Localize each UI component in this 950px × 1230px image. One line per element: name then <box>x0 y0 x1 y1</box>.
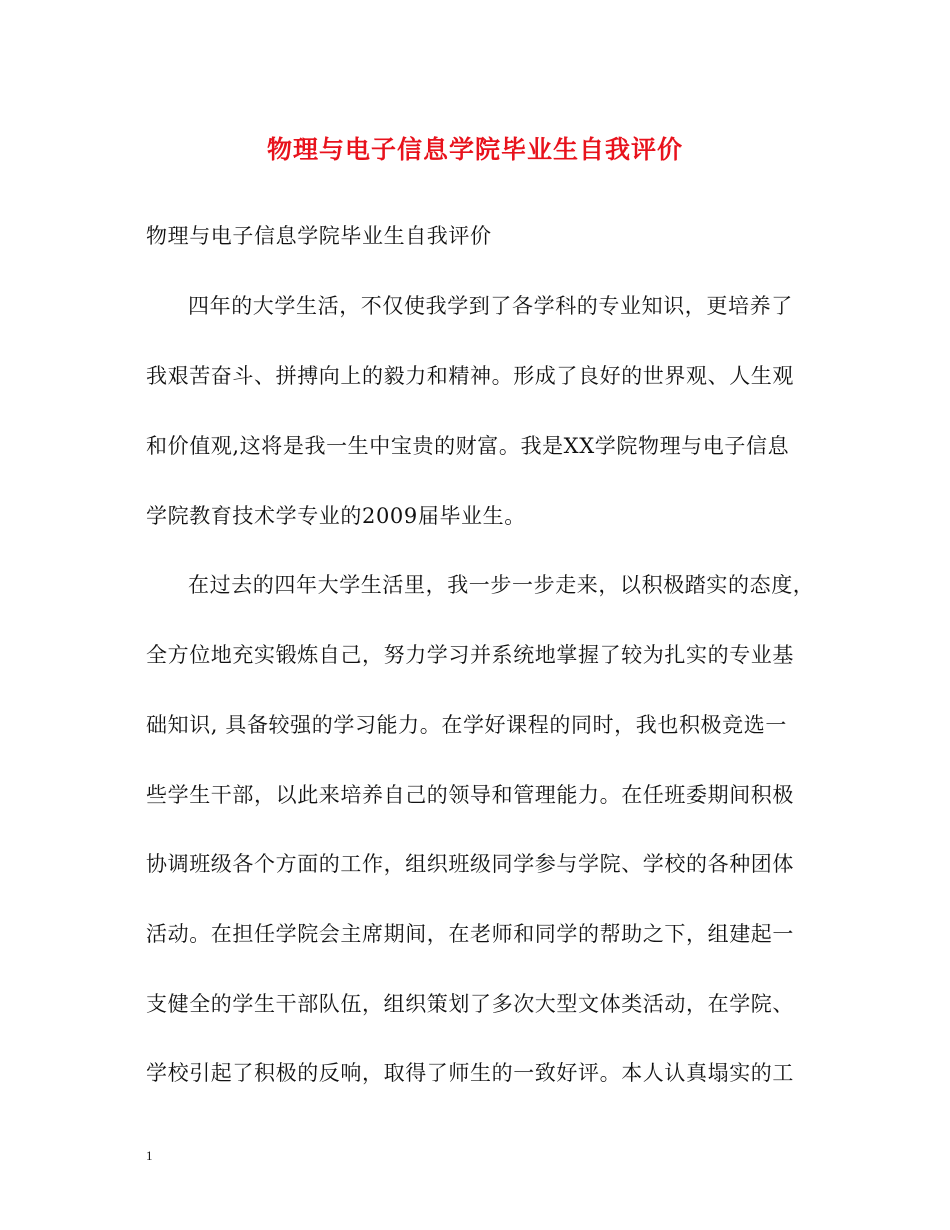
paragraph-line: 活动。在担任学院会主席期间，在老师和同学的帮助之下，组建起一 <box>146 922 794 946</box>
paragraph-line: 学院教育技术学专业的2009届毕业生。 <box>146 504 526 528</box>
paragraph-line: 和价值观,这将是我一生中宝贵的财富。我是XX学院物理与电子信息 <box>146 434 790 458</box>
document-title: 物理与电子信息学院毕业生自我评价 <box>266 135 683 164</box>
paragraph-line: 础知识, 具备较强的学习能力。在学好课程的同时，我也积极竞选一 <box>146 713 787 737</box>
paragraph-line: 我艰苦奋斗、拼搏向上的毅力和精神。形成了良好的世界观、人生观 <box>146 364 794 388</box>
paragraph-line: 全方位地充实锻炼自己，努力学习并系统地掌握了较为扎实的专业基 <box>146 643 794 667</box>
paragraph-line: 些学生干部，以此来培养自己的领导和管理能力。在任班委期间积极 <box>146 783 794 807</box>
document-subtitle: 物理与电子信息学院毕业生自我评价 <box>146 224 492 248</box>
paragraph-line: 协调班级各个方面的工作，组织班级同学参与学院、学校的各种团体 <box>146 852 794 876</box>
paragraph-line: 学校引起了积极的反响，取得了师生的一致好评。本人认真塌实的工 <box>146 1061 794 1085</box>
paragraph-line: 在过去的四年大学生活里，我一步一步走来，以积极踏实的态度， <box>188 573 815 597</box>
paragraph-line: 支健全的学生干部队伍，组织策划了多次大型文体类活动，在学院、 <box>146 992 794 1016</box>
page-number: 1 <box>146 1148 153 1163</box>
paragraph-line: 四年的大学生活，不仅使我学到了各学科的专业知识，更培养了 <box>188 294 793 318</box>
